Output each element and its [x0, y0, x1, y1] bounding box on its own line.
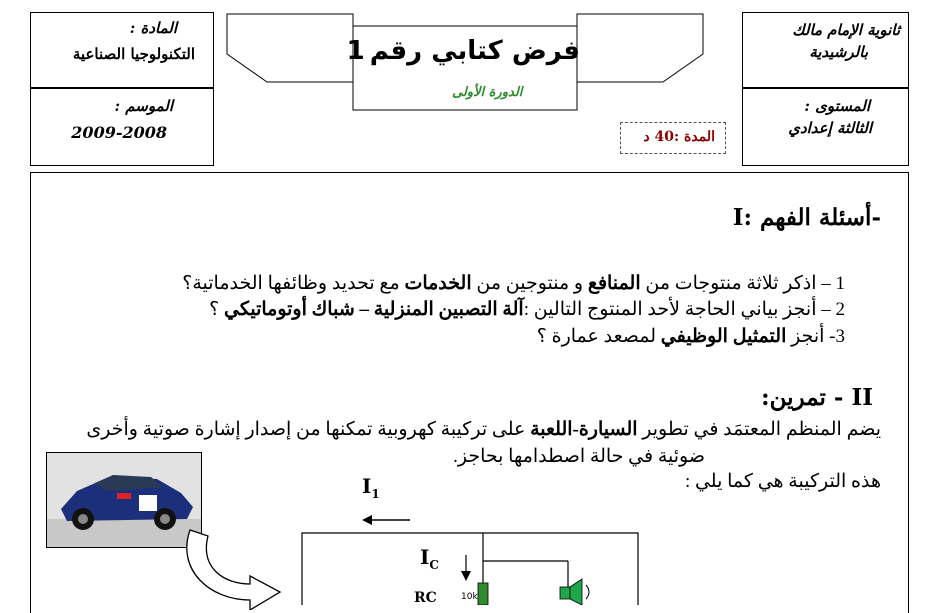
subject-label: المادة :	[129, 19, 177, 37]
section2-heading-num: II	[851, 384, 873, 411]
question-2-prefix: 2 – أنجز بياني الحاجة لأحد المنتوج التالين :	[523, 299, 845, 320]
section1-heading-text: -أسئلة الفهم :	[743, 204, 881, 231]
question-3-prefix: 3- أنجز	[786, 326, 845, 347]
subject-box	[30, 12, 214, 88]
session-label: الدورة الأولى	[452, 85, 523, 100]
question-1-prefix: 1 – اذكر ثلاثة منتوجات من	[640, 273, 845, 294]
ic-label	[420, 545, 439, 572]
title-ribbon	[225, 12, 705, 122]
season-value: 2009-2008	[71, 123, 167, 142]
question-1-bold-2: الخدمات	[404, 273, 472, 294]
section1-heading-num: I	[732, 204, 744, 231]
exercise-line-1-prefix: يضم المنظم المعتمَد في تطوير	[637, 419, 881, 440]
exam-title	[346, 36, 580, 66]
exercise-line-1-bold: السيارة-اللعبة	[530, 419, 638, 440]
section2-heading	[761, 384, 873, 411]
duration-box	[620, 122, 726, 154]
ic-label-sub: C	[429, 558, 439, 572]
toy-car-icon	[47, 453, 201, 547]
section2-heading-text: - تمرين:	[761, 384, 844, 411]
question-1-suffix: مع تحديد وظائفها الخدماتية؟	[182, 273, 405, 294]
exercise-line-2: ضوئية في حالة اصطدامها بحاجز.	[453, 446, 705, 467]
i1-label-letter: I	[362, 474, 372, 498]
question-2	[209, 298, 845, 321]
circuit-diagram	[290, 505, 650, 605]
ic-label-letter: I	[420, 545, 430, 569]
question-3-suffix: لمصعد عمارة ؟	[536, 326, 661, 347]
toy-car-photo	[46, 452, 202, 548]
i1-label-sub: 1	[371, 487, 380, 501]
question-2-bold: آلة التصبين المنزلية – شباك أوتوماتيكي	[224, 299, 524, 320]
school-name: ثانوية الإمام مالك	[792, 21, 900, 39]
exam-title-text: فرض كتابي رقم	[369, 36, 580, 66]
curved-arrow	[180, 520, 290, 610]
i1-label	[362, 474, 380, 501]
season-box	[30, 88, 214, 166]
question-1-mid: و منتوجين من	[471, 273, 588, 294]
level-box	[742, 88, 909, 166]
exercise-line-3: هذه التركيبة هي كما يلي :	[684, 471, 881, 492]
subject-value: التكنولوجيا الصناعية	[72, 45, 195, 63]
school-city: بالرشيدية	[809, 43, 868, 61]
question-2-suffix: ؟	[209, 299, 225, 320]
level-label: المستوى :	[804, 97, 870, 115]
exam-title-number: 1	[346, 36, 365, 66]
exercise-line-1-suffix: على تركيبة كهروبية تمكنها من إصدار إشارة صوتية وأخرى	[86, 419, 531, 440]
section1-heading	[733, 204, 881, 231]
school-box	[742, 12, 909, 88]
question-1	[182, 272, 845, 295]
rc-label: RC	[414, 590, 437, 606]
resistor-value: 10k	[461, 592, 478, 602]
question-1-bold-1: المنافع	[587, 273, 641, 294]
level-value: الثالثة إعدادي	[788, 119, 872, 137]
question-3-bold: التمثيل الوظيفي	[660, 326, 787, 347]
season-label: الموسم :	[114, 97, 173, 115]
question-3	[537, 325, 845, 348]
duration-value: المدة :40 د	[643, 129, 715, 145]
exercise-line-1	[86, 418, 881, 441]
